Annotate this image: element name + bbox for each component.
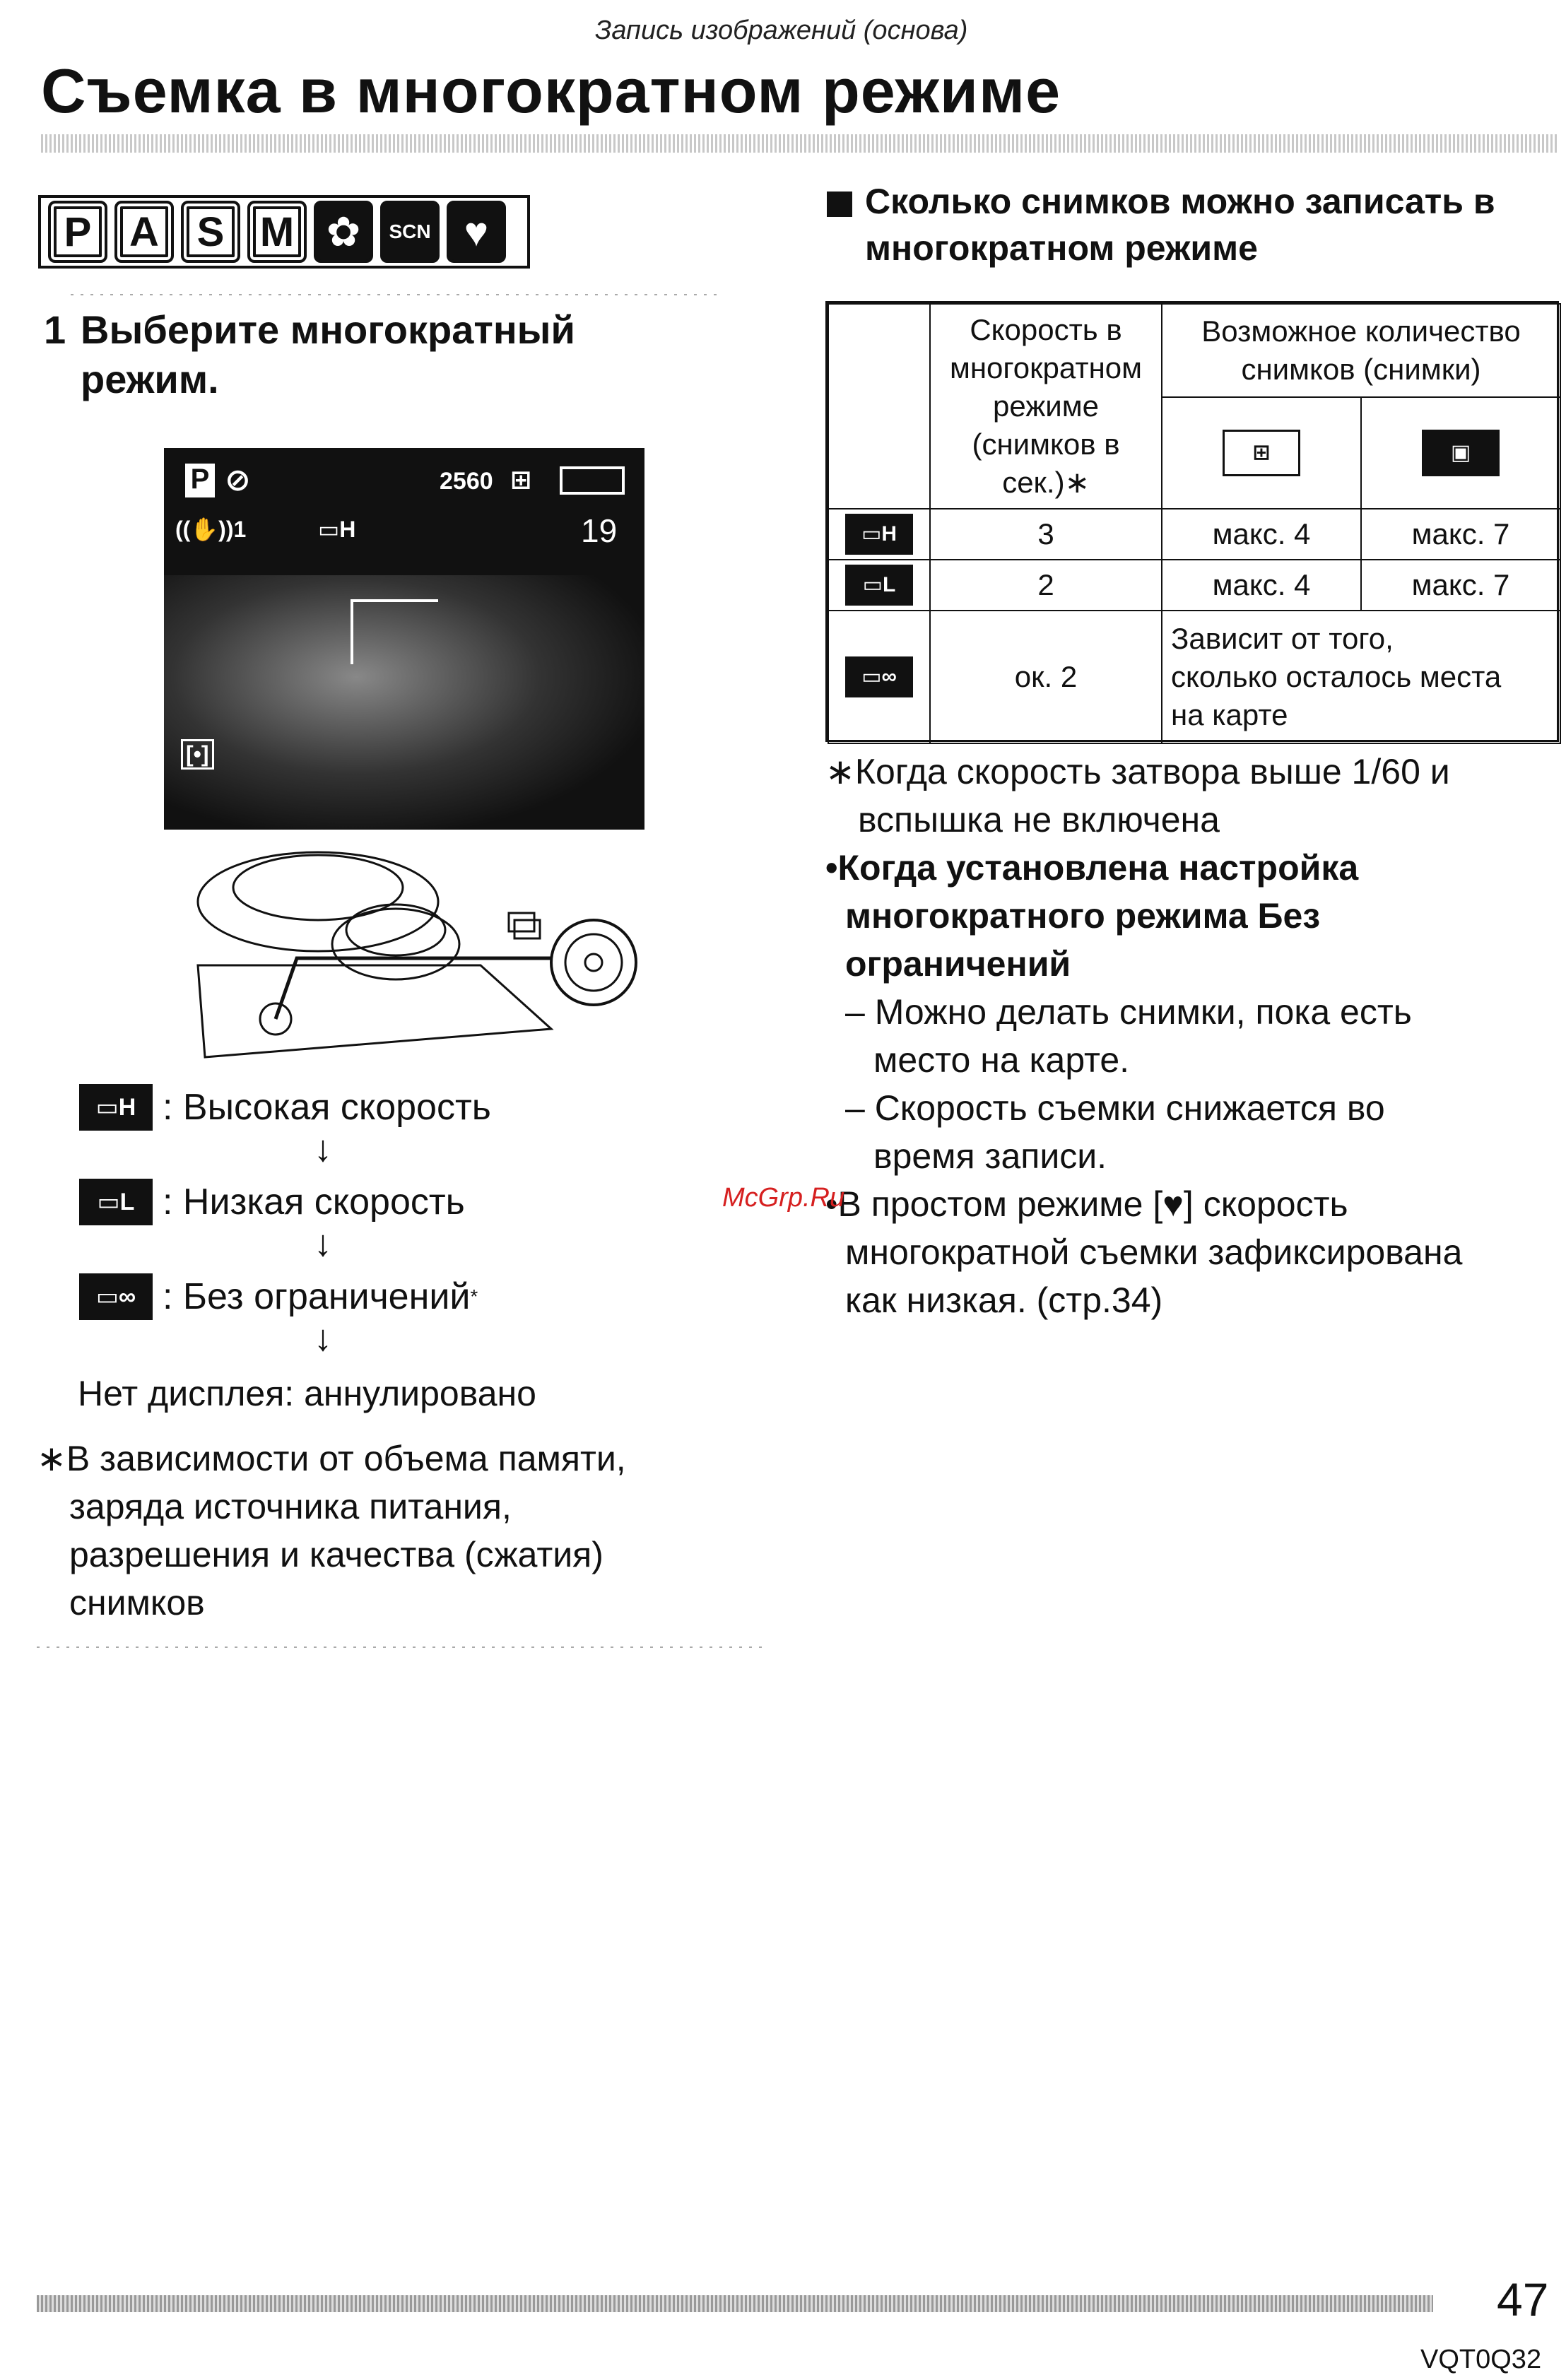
- note-line: время записи.: [873, 1136, 1107, 1176]
- quality-fine-cell: [1161, 396, 1362, 509]
- simple-mode-heart-icon: ♥: [447, 201, 506, 263]
- table-cell: макс. 4: [1161, 508, 1362, 560]
- burst-high-row: ▭H : Высокая скорость: [79, 1084, 491, 1131]
- right-heading: [827, 178, 1495, 271]
- table-row: [828, 610, 931, 744]
- table-cell: ок. 2: [929, 610, 1162, 744]
- table-row: [828, 559, 931, 611]
- header-line: Скорость в: [970, 313, 1122, 346]
- note-line: Зависит от того,: [1171, 622, 1394, 655]
- note-line: •В простом режиме [♥] скорость: [825, 1184, 1348, 1224]
- mode-p-icon: P: [48, 201, 107, 263]
- camera-dial-illustration: [184, 845, 643, 1066]
- burst-capacity-table: [825, 301, 1559, 742]
- quality-fine-icon: ⊞: [1223, 430, 1300, 476]
- burst-unlimited-icon: ▭∞: [79, 1273, 153, 1320]
- burst-high-icon: ▭H: [845, 514, 913, 555]
- arrow-down-icon: ↓: [314, 1223, 332, 1264]
- page-title: Съемка в многократном режиме: [41, 56, 1061, 126]
- note-line: вспышка не включена: [858, 800, 1220, 840]
- footnote-mark: *: [470, 1285, 478, 1307]
- arrow-down-icon: ↓: [314, 1318, 332, 1359]
- left-footnote: [37, 1435, 626, 1627]
- quality-icon: ⊞: [510, 465, 532, 494]
- arrow-down-icon: ↓: [314, 1129, 332, 1170]
- note-line: многократного режима Без: [845, 896, 1321, 936]
- mode-s-icon: S: [181, 201, 240, 263]
- mode-a-icon: A: [114, 201, 174, 263]
- step-1: [44, 305, 680, 404]
- step-text: Выберите многократный режим.: [81, 307, 575, 401]
- mode-icons: [38, 195, 530, 269]
- square-bullet-icon: [827, 192, 852, 217]
- bottom-rule: [37, 2295, 1433, 2312]
- burst-high-icon: ▭H: [79, 1084, 153, 1131]
- stabilizer-icon: ((✋))1: [175, 517, 247, 542]
- note-line: ограничений: [845, 944, 1071, 984]
- quality-standard-cell: [1360, 396, 1561, 509]
- lcd-remaining-shots: 19: [581, 512, 618, 549]
- speed-header-cell: [929, 303, 1162, 509]
- bullet-icon: •: [825, 848, 838, 888]
- header-line: Возможное количество: [1201, 314, 1521, 348]
- note-line: Когда установлена настройка: [837, 848, 1359, 888]
- footnote-mark: ∗: [37, 1439, 66, 1478]
- header-line: сек.)∗: [1002, 466, 1090, 499]
- header-line: режиме: [992, 389, 1100, 423]
- count-header-cell: [1161, 303, 1561, 398]
- burst-low-icon: ▭L: [79, 1179, 153, 1225]
- note-line: ∗Когда скорость затвора выше 1/60 и: [825, 752, 1450, 791]
- heading-line: многократном режиме: [865, 228, 1258, 268]
- bullet-bold: [825, 844, 1546, 892]
- battery-icon: [560, 466, 625, 495]
- scene-mode-icon: SCN: [380, 201, 440, 263]
- note-line: сколько осталось места: [1171, 660, 1502, 693]
- note-line: многократной съемки зафиксирована: [845, 1232, 1463, 1272]
- no-display-text: Нет дисплея: аннулировано: [78, 1374, 536, 1413]
- section-label: Запись изображений (основа): [595, 16, 968, 45]
- right-notes: [825, 748, 1546, 1324]
- watermark: McGrp.Ru: [722, 1183, 845, 1213]
- focus-frame: [351, 599, 438, 664]
- note-line: – Скорость съемки снижается во: [845, 1088, 1385, 1128]
- burst-unlimited-icon: ▭∞: [845, 656, 913, 697]
- mode-m-icon: M: [247, 201, 307, 263]
- document-code: VQT0Q32: [1420, 2345, 1542, 2374]
- note-line: место на карте.: [873, 1040, 1130, 1080]
- step-number: 1: [44, 307, 66, 352]
- burst-low-icon: ▭L: [845, 565, 913, 606]
- table-cell: [1161, 610, 1561, 744]
- note-line: как низкая. (стр.34): [845, 1280, 1163, 1320]
- footnote-line: снимков: [69, 1583, 205, 1622]
- header-line: снимков (снимки): [1241, 353, 1481, 386]
- table-cell: 3: [929, 508, 1162, 560]
- table-cell: 2: [929, 559, 1162, 611]
- header-line: многократном: [949, 351, 1142, 384]
- footnote-line: заряда источника питания,: [69, 1487, 512, 1526]
- metering-icon: [•]: [181, 739, 214, 770]
- burst-unlimited-row: ▭∞ : Без ограничений *: [79, 1273, 478, 1320]
- burst-unlimited-label: Без ограничений: [182, 1276, 471, 1317]
- table-cell: макс. 7: [1360, 508, 1561, 560]
- lcd-resolution: 2560: [440, 468, 493, 495]
- dotted-divider: [37, 1646, 767, 1648]
- quality-standard-icon: ▣: [1422, 430, 1500, 476]
- burst-high-label: Высокая скорость: [182, 1087, 491, 1128]
- burst-low-row: ▭L : Низкая скорость: [79, 1179, 465, 1225]
- lcd-burst-icon: ▭H: [318, 517, 356, 542]
- table-row: [828, 508, 931, 560]
- flash-off-icon: ⊘: [225, 463, 251, 497]
- camera-lcd-screen: [164, 448, 644, 830]
- table-cell: макс. 4: [1161, 559, 1362, 611]
- table-corner-cell: [828, 303, 931, 509]
- table-cell: макс. 7: [1360, 559, 1561, 611]
- top-rule: [41, 134, 1558, 153]
- dotted-divider: [71, 294, 721, 295]
- footnote-line: разрешения и качества (сжатия): [69, 1535, 604, 1574]
- note-line: на карте: [1171, 698, 1288, 731]
- burst-low-label: Низкая скорость: [182, 1182, 465, 1223]
- header-line: (снимков в: [972, 428, 1120, 461]
- lcd-mode-icon: P: [185, 464, 215, 497]
- page-number: 47: [1497, 2273, 1549, 2326]
- footnote-line: В зависимости от объема памяти,: [66, 1439, 626, 1478]
- macro-mode-icon: ✿: [314, 201, 373, 263]
- note-line: – Можно делать снимки, пока есть: [845, 992, 1412, 1032]
- heading-line: Сколько снимков можно записать в: [865, 182, 1495, 221]
